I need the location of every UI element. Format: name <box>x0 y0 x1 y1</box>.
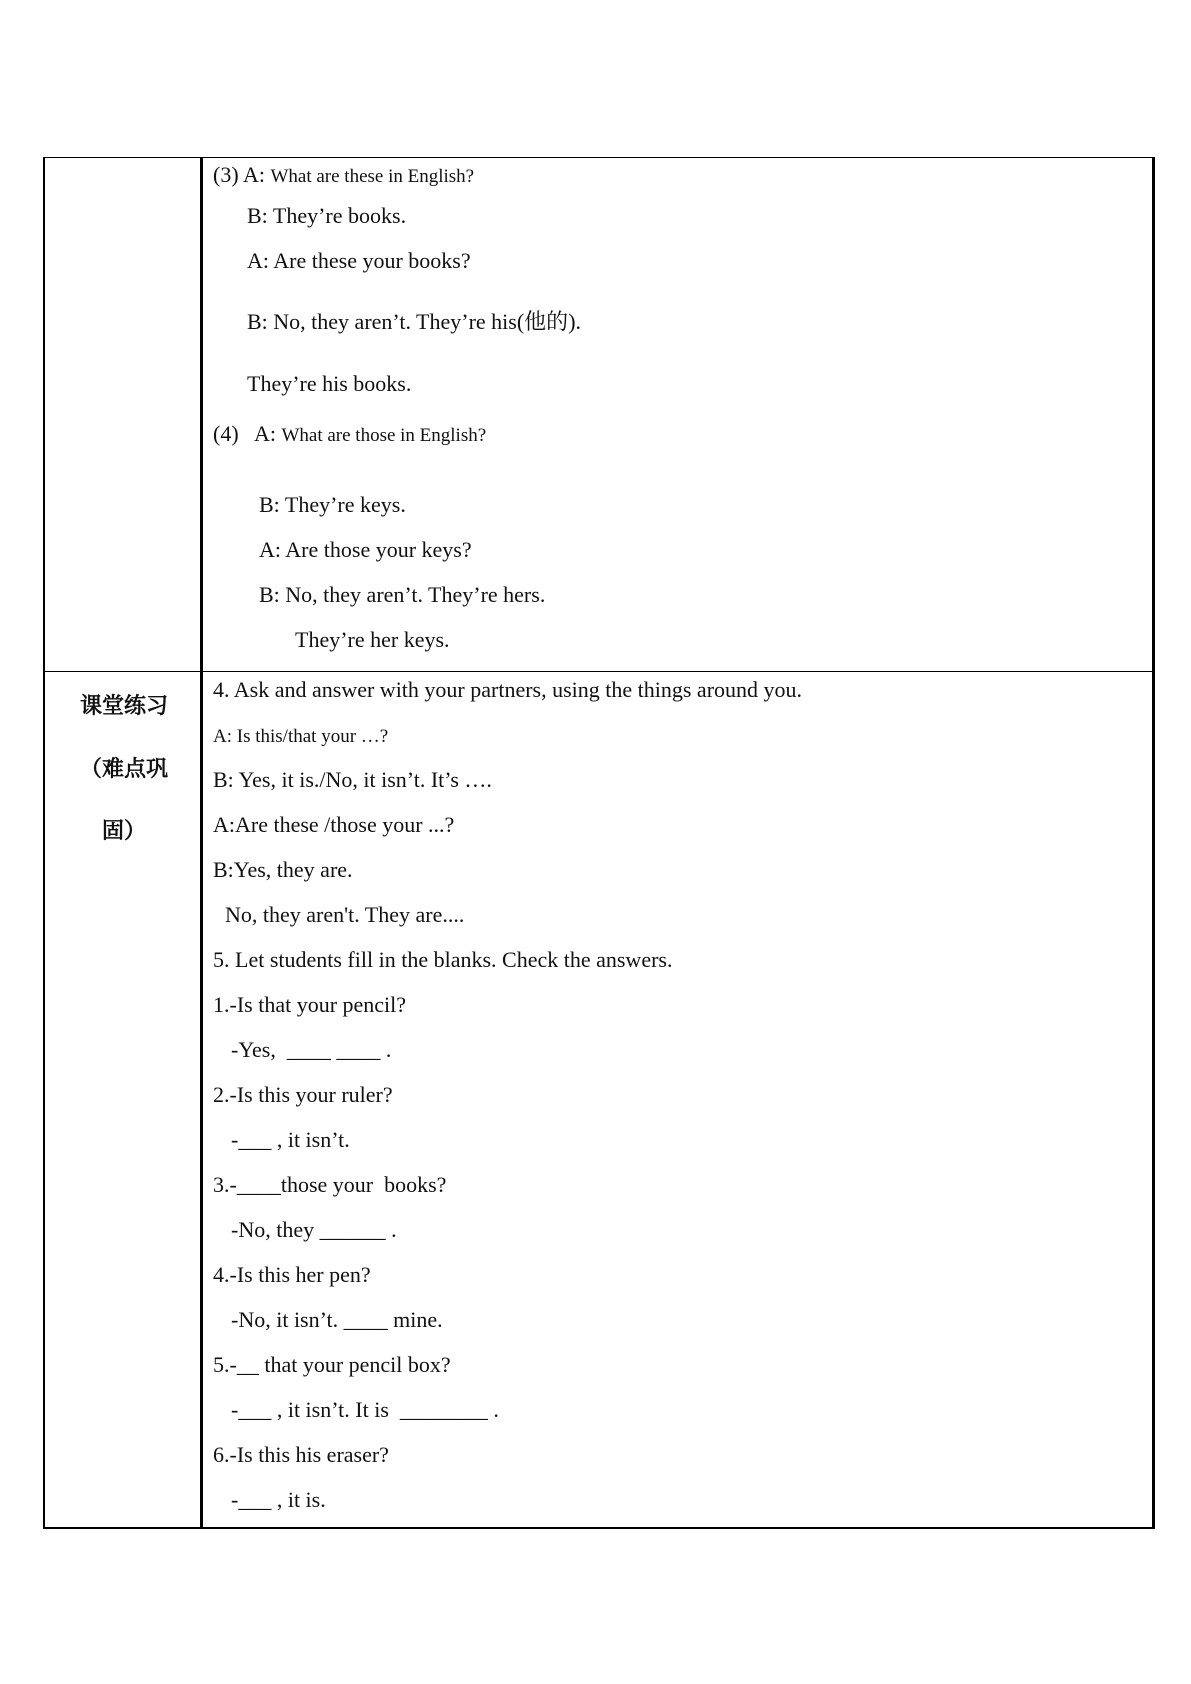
section-label: （难点巩 <box>79 757 168 782</box>
dialogue-cell <box>203 158 1152 671</box>
practice-line: B:Yes, they are. <box>213 857 353 882</box>
exercise-question: 1.-Is that your pencil? <box>213 992 407 1017</box>
dialogue4-line: B: No, they aren’t. They’re hers. <box>259 582 546 607</box>
practice-line: B: Yes, it is./No, it isn’t. It’s …. <box>213 767 492 792</box>
practice-cell <box>203 672 1152 1527</box>
dialogue4-question-text: What are those in English? <box>281 425 487 446</box>
dialogue3-line: A: Are these your books? <box>247 248 471 273</box>
exercise-answer: -Yes, ____ ____ . <box>231 1037 392 1062</box>
practice-label-cell <box>45 672 203 1527</box>
dialogue3-line-text: ). <box>568 309 582 334</box>
practice-line: A: Is this/that your …? <box>213 726 389 747</box>
task-instruction: 5. Let students fill in the blanks. Check the answers. <box>213 947 673 972</box>
exercise-question: 5.-__ that your pencil box? <box>213 1352 451 1377</box>
practice-line: No, they aren't. They are.... <box>225 902 465 927</box>
exercise-answer: -___ , it isn’t. It is ________ . <box>231 1397 499 1422</box>
dialogue4-question <box>213 423 486 445</box>
exercise-answer: -No, it isn’t. ____ mine. <box>231 1307 443 1332</box>
dialogue-row <box>45 158 1152 671</box>
exercise-question: 3.-____those your books? <box>213 1172 447 1197</box>
practice-row <box>45 671 1152 1527</box>
dialogue3-line-text: B: No, they aren’t. They’re his( <box>247 309 525 334</box>
dialogue4-line: A: Are those your keys? <box>259 537 472 562</box>
exercise-answer: -___ , it isn’t. <box>231 1127 350 1152</box>
dialogue4-line: They’re her keys. <box>295 627 450 652</box>
lesson-table <box>43 157 1155 1529</box>
dialogue3-number: (3) A: <box>213 162 271 187</box>
dialogue3-line <box>247 311 581 334</box>
dialogue4-number: (4) A: <box>213 421 282 446</box>
dialogue3-chinese-gloss: 他的 <box>524 310 569 335</box>
dialogue3-line: They’re his books. <box>247 371 412 396</box>
dialogue3-line: B: They’re books. <box>247 203 407 228</box>
dialogue3-question <box>213 164 474 186</box>
exercise-answer: -No, they ______ . <box>231 1217 397 1242</box>
exercise-answer: -___ , it is. <box>231 1487 326 1512</box>
exercise-question: 4.-Is this her pen? <box>213 1262 371 1287</box>
section-label: 课堂练习 <box>79 694 168 719</box>
exercise-question: 2.-Is this your ruler? <box>213 1082 393 1107</box>
dialogue3-question-text: What are these in English? <box>270 166 475 187</box>
empty-label-cell <box>45 158 203 671</box>
exercise-question: 6.-Is this his eraser? <box>213 1442 389 1467</box>
dialogue4-line: B: They’re keys. <box>259 492 406 517</box>
section-label: 固） <box>101 819 146 844</box>
practice-line: A:Are these /those your ...? <box>213 812 455 837</box>
task-instruction: 4. Ask and answer with your partners, using the things around you. <box>213 677 803 702</box>
